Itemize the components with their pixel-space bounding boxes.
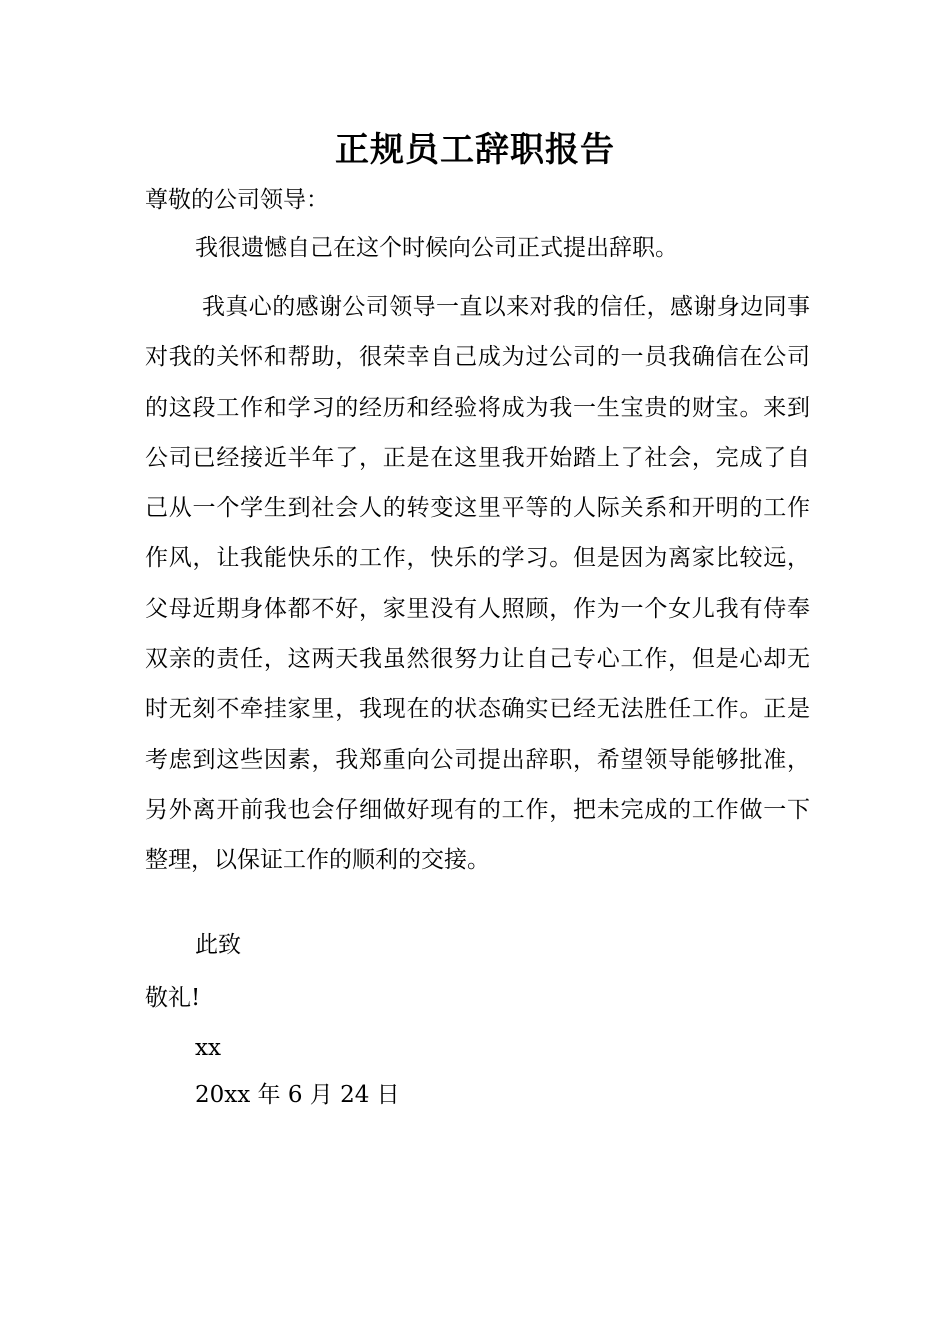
date-line: 20xx 年 6 月 24 日: [195, 1082, 400, 1108]
regards-phrase: 敬礼!: [145, 985, 201, 1011]
document-title: 正规员工辞职报告: [335, 130, 615, 170]
opening-paragraph: 我很遗憾自己在这个时候向公司正式提出辞职。: [195, 235, 678, 261]
body-paragraph: 我真心的感谢公司领导一直以来对我的信任，感谢身边同事对我的关怀和帮助，很荣幸自己成为过公司的一员我确信在公司的这段工作和学习的经历和经验将成为我一生宝贵的财宝。来到公司已经接近半年了，正是在这里我开始踏上了社会，完成了自己从一个学生到社会人的转变这里平等的人际关系和开明的工作作风，让我能快乐的工作，快乐的学习。但是因为离家比较远，父母近期身体都不好，家里没有人照顾，作为一个女儿我有侍奉双亲的责任，这两天我虽然很努力让自己专心工作，但是心却无时无刻不牵挂家里，我现在的状态确实已经无法胜任工作。正是考虑到这些因素，我郑重向公司提出辞职，希望领导能够批准，另外离开前我也会仔细做好现有的工作，把未完成的工作做一下整理，以保证工作的顺利的交接。: [145, 294, 810, 874]
salutation: 尊敬的公司领导：: [145, 187, 329, 213]
closing-phrase: 此致: [195, 932, 241, 958]
signature: xx: [195, 1035, 221, 1061]
